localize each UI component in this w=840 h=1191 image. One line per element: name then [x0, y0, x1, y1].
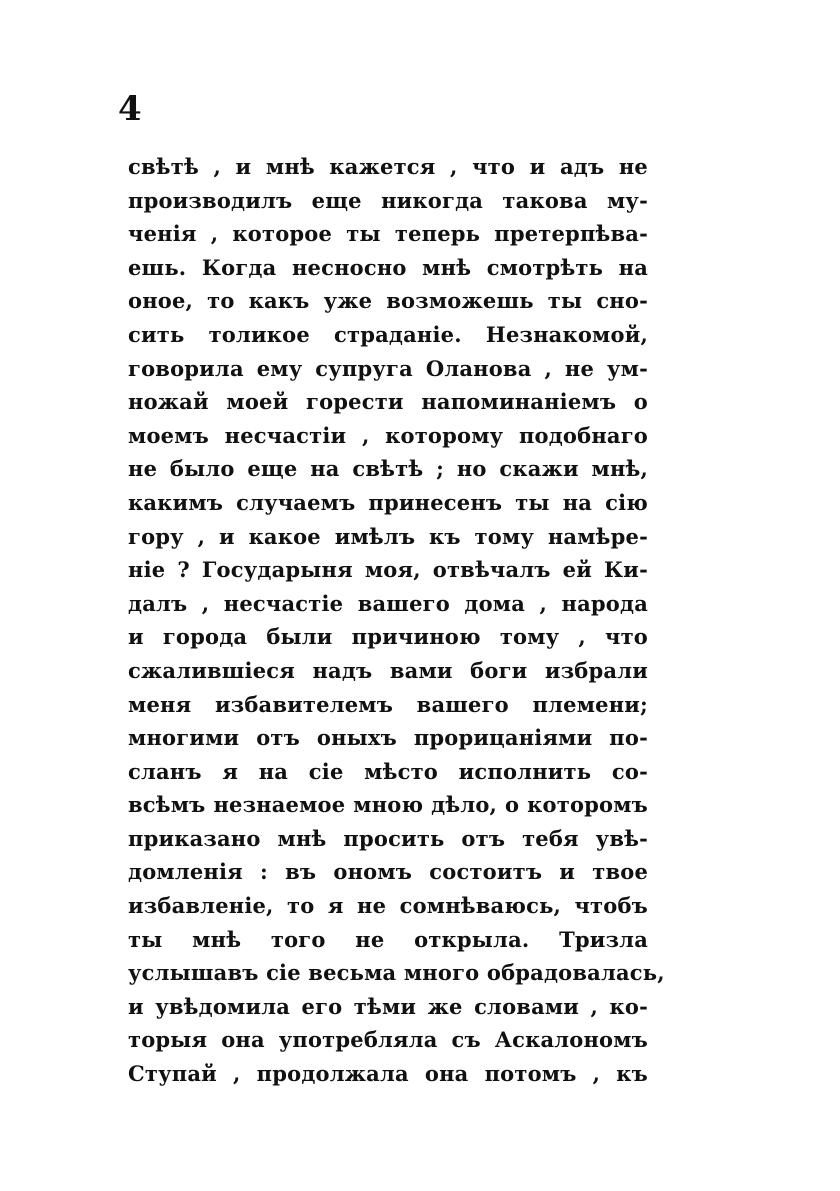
- text-line: услышавъ сіе весьма много обрадовалась,: [128, 960, 665, 986]
- text-line: свѣтѣ , и мнѣ кажется , что и адъ не: [128, 154, 648, 179]
- text-line: ешь. Когда несносно мнѣ смотрѣть на: [128, 254, 648, 280]
- text-line: говорила ему супруга Оланова , не ум-: [128, 355, 648, 381]
- text-line: не было еще на свѣтѣ ; но скажи мнѣ,: [128, 456, 648, 482]
- text-line: меня избавителемъ вашего племени;: [128, 691, 648, 717]
- text-line: Ступай , продолжала она потомъ , къ: [128, 1061, 648, 1087]
- body-text: [128, 150, 665, 1091]
- text-line: гору , и какое имѣлъ къ тому намѣре-: [128, 523, 648, 549]
- text-line: приказано мнѣ просить отъ тебя увѣ-: [128, 825, 648, 851]
- text-line: ты мнѣ того не открыла. Тризла: [128, 926, 648, 952]
- text-line: сжалившіеся надъ вами боги избрали: [128, 657, 648, 683]
- text-line: и увѣдомила его тѣми же словами , ко-: [128, 993, 648, 1019]
- text-line: производилъ еще никогда такова му-: [128, 187, 648, 213]
- text-line: сить толикое страданіе. Незнакомой,: [128, 321, 648, 347]
- text-line: моемъ несчастіи , которому подобнаго: [128, 422, 648, 448]
- text-line: оное, то какъ уже возможешь ты сно-: [128, 288, 648, 314]
- text-line: многими отъ оныхъ прорицаніями по-: [128, 725, 648, 751]
- text-line: далъ , несчастіе вашего дома , народа: [128, 590, 648, 616]
- text-line: ченія , которое ты теперь претерпѣва-: [128, 221, 648, 247]
- text-line: избавленіе, то я не сомнѣваюсь, чтобъ: [128, 893, 648, 919]
- text-line: торыя она употребляла съ Аскалономъ: [128, 1027, 648, 1053]
- text-line: ножай моей горести напоминаніемъ о: [128, 389, 648, 415]
- text-line: всѣмъ незнаемое мною дѣло, о которомъ: [128, 792, 648, 818]
- text-line: ніе ? Государыня моя, отвѣчалъ ей Ки-: [128, 557, 648, 583]
- text-line: какимъ случаемъ принесенъ ты на сію: [128, 489, 648, 515]
- text-line: сланъ я на сіе мѣсто исполнить со-: [128, 758, 648, 784]
- text-line: и города были причиною тому , что: [128, 624, 648, 650]
- text-line: домленія : въ ономъ состоитъ и твое: [128, 859, 648, 885]
- page-number: 4: [118, 89, 142, 129]
